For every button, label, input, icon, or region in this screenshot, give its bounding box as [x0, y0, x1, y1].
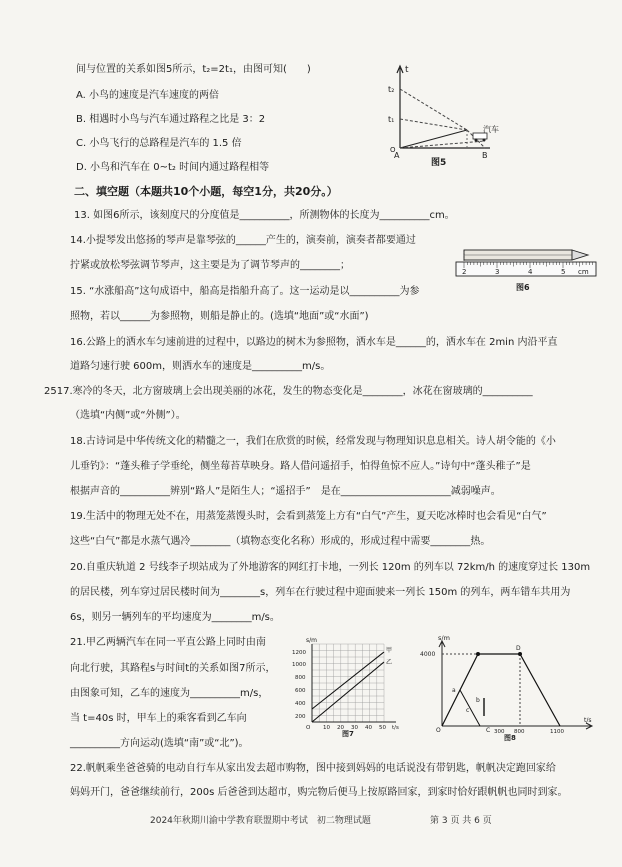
- q20-line2: 的居民楼，列车穿过居民楼时间为________s，列车在行驶过程中迎面驶来一列长 150m 的列车，两车错车共用为: [70, 587, 571, 598]
- fig5-caption: 图5: [431, 158, 447, 168]
- fig5-A: A: [394, 151, 400, 160]
- fig6-tick-3: 3: [495, 268, 500, 276]
- fig6-tick-2: 2: [462, 268, 467, 276]
- fig5-B: B: [482, 151, 488, 160]
- fig7-origin: O: [306, 725, 311, 731]
- fig8-label-D: D: [516, 645, 521, 652]
- fig7-xlabel: t/s: [392, 725, 399, 731]
- fig6-tick-4: 4: [528, 268, 533, 276]
- q21-line5: __________方向运动(选填“南”或“北”)。: [70, 738, 249, 749]
- q15-line2: 照物，若以______为参照物，则船是静止的。(选填“地面”或“水面”): [70, 311, 369, 322]
- q19-line1: 19.生活中的物理无处不在，用蒸笼蒸馒头时，会看到蒸笼上方有“白气”产生，夏天吃冰棒时也会看见“白气”: [70, 511, 547, 522]
- q14-line2: 拧紧或放松琴弦调节琴声，这主要是为了调节琴声的________；: [70, 260, 350, 271]
- fig7-xtick-40: 40: [365, 725, 372, 731]
- figure-7: [292, 636, 404, 736]
- fig8-caption: 图8: [504, 734, 516, 742]
- q14-line1: 14.小提琴发出悠扬的琴声是靠琴弦的______产生的，演奏前，演奏者都要通过: [70, 235, 416, 246]
- fig7-xtick-30: 30: [351, 725, 358, 731]
- q21-line4: 当 t=40s 时，甲车上的乘客看到乙车向: [70, 713, 247, 724]
- q18-line3: 根据声音的__________辨别“路人”是陌生人；“遥招手” 是在______________________减弱噪声。: [70, 486, 501, 497]
- q12-option-c[interactable]: C. 小鸟飞行的总路程是汽车的 1.5 倍: [76, 138, 242, 149]
- fig7-grid: [312, 644, 384, 722]
- q12-option-b[interactable]: B. 相遇时小鸟与汽车通过路程之比是 3：2: [76, 114, 266, 125]
- fig6-caption: 图6: [516, 283, 530, 292]
- fig5-O: O: [390, 146, 396, 154]
- figure-5: [385, 62, 525, 172]
- fig7-ytick-200: 200: [295, 714, 306, 720]
- fig8-label-c: c: [466, 707, 470, 714]
- q21-line1: 21.甲乙两辆汽车在同一平直公路上同时由南: [70, 637, 266, 648]
- fig6-tick-5: 5: [561, 268, 566, 276]
- q20-line3: 6s，则另一辆列车的平均速度为________m/s。: [70, 612, 280, 623]
- fig7-xtick-50: 50: [379, 725, 386, 731]
- q17-line2: （选填“内侧”或“外侧”）。: [70, 410, 186, 421]
- fig8-xtick-800: 800: [514, 729, 525, 735]
- q17-line1: 2517.寒冷的冬天，北方窗玻璃上会出现美丽的冰花，发生的物态变化是________，冰花在窗玻璃的__________: [44, 386, 533, 397]
- q12-option-d[interactable]: D. 小鸟和汽车在 0~t₂ 时间内通过路程相等: [76, 162, 270, 173]
- figure-8: [420, 632, 600, 740]
- fig8-ytick-4000: 4000: [420, 651, 436, 658]
- fig8-xtick-1100: 1100: [550, 729, 564, 735]
- fig8-return-line: [460, 690, 480, 726]
- q19-line2: 这些“白气”都是水蒸气遇冷________（填物态变化名称）形成的，形成过程中需要________热。: [70, 536, 491, 547]
- section-2-heading: 二、填空题（本题共10个小题，每空1分，共20分。）: [74, 185, 338, 198]
- q22-line1: 22.帆帆乘坐爸爸骑的电动自行车从家出发去超市购物，图中接到妈妈的电话说没有带钥匙，帆帆决定跑回家给: [70, 763, 556, 774]
- fig6-pencil: [464, 250, 588, 260]
- fig7-ytick-800: 800: [295, 675, 306, 681]
- q12-option-a[interactable]: A. 小鸟的速度是汽车速度的两倍: [76, 90, 220, 101]
- fig8-label-a: a: [452, 687, 456, 694]
- fig7-caption: 图7: [342, 730, 354, 738]
- fig7-yi-label: 乙: [386, 659, 393, 666]
- fig5-t1-label: t₁: [388, 115, 395, 124]
- q13: 13. 如图6所示，该刻度尺的分度值是__________，所测物体的长度为__________cm。: [74, 210, 455, 221]
- fig8-xlabel: t/s: [584, 717, 592, 724]
- q18-line2: 儿垂钓》：“蓬头稚子学垂纶，侧坐莓苔草映身。路人借问遥招手，怕得鱼惊不应人。”诗句中“蓬头稚子”是: [70, 461, 531, 472]
- q12-stem: 间与位置的关系如图5所示，t₂=2t₁，由图可知( ): [76, 64, 311, 75]
- fig5-t2-label: t₂: [388, 85, 395, 94]
- q21-line3: 由图象可知，乙车的速度为__________m/s，: [70, 688, 269, 699]
- fig8-xtick-300: 300: [494, 729, 505, 735]
- fig8-label-C: C: [486, 727, 491, 734]
- fig5-car-icon: [473, 133, 487, 142]
- fig6-unit: cm: [578, 268, 589, 276]
- q16-line2: 道路匀速行驶 600m，则洒水车的速度是__________m/s。: [70, 361, 331, 372]
- fig7-xtick-20: 20: [337, 725, 344, 731]
- footer-exam-title: 2024年秋期川渝中学教育联盟期中考试 初二物理试题: [150, 816, 371, 826]
- fig7-ytick-1000: 1000: [292, 662, 306, 668]
- q21-line2: 向北行驶，其路程s与时间t的关系如图7所示，: [70, 663, 276, 674]
- fig7-ytick-600: 600: [295, 688, 306, 694]
- q20-line1: 20.自重庆轨道 2 号线李子坝站成为了外地游客的网红打卡地，一列长 120m 的列车以 72km/h 的速度穿过长 130m: [70, 562, 591, 573]
- q16-line1: 16.公路上的洒水车匀速前进的过程中，以路边的树木为参照物，洒水车是______的，洒水车在 2min 内沿平直: [70, 337, 558, 348]
- fig7-xtick-10: 10: [323, 725, 330, 731]
- fig5-car-label: 汽车: [483, 125, 499, 134]
- figure-6: [452, 244, 602, 304]
- fig7-ylabel: s/m: [306, 637, 317, 644]
- fig6-ruler: [456, 262, 596, 276]
- fig8-origin: O: [436, 727, 441, 734]
- fig8-label-b: b: [476, 697, 480, 704]
- fig5-t-label: t: [405, 65, 409, 75]
- q22-line2: 妈妈开门，爸爸继续前行，200s 后爸爸到达超市，购完物后便马上按原路回家，到家时恰好跟帆帆也同时到家。: [70, 787, 568, 798]
- fig8-ylabel: s/m: [438, 634, 450, 642]
- q18-line1: 18.古诗词是中华传统文化的精髓之一，我们在欣赏的时候，经常发现与物理知识息息相关。诗人胡令能的《小: [70, 436, 556, 447]
- q15-line1: 15. “水涨船高”这句成语中，船高是指船升高了。这一运动是以__________为参: [70, 286, 420, 297]
- fig7-ytick-400: 400: [295, 701, 306, 707]
- fig8-path: [442, 654, 560, 726]
- footer-page-number: 第 3 页 共 6 页: [430, 816, 492, 826]
- fig7-ytick-1200: 1200: [292, 650, 306, 656]
- fig7-jia-label: 甲: [386, 647, 393, 654]
